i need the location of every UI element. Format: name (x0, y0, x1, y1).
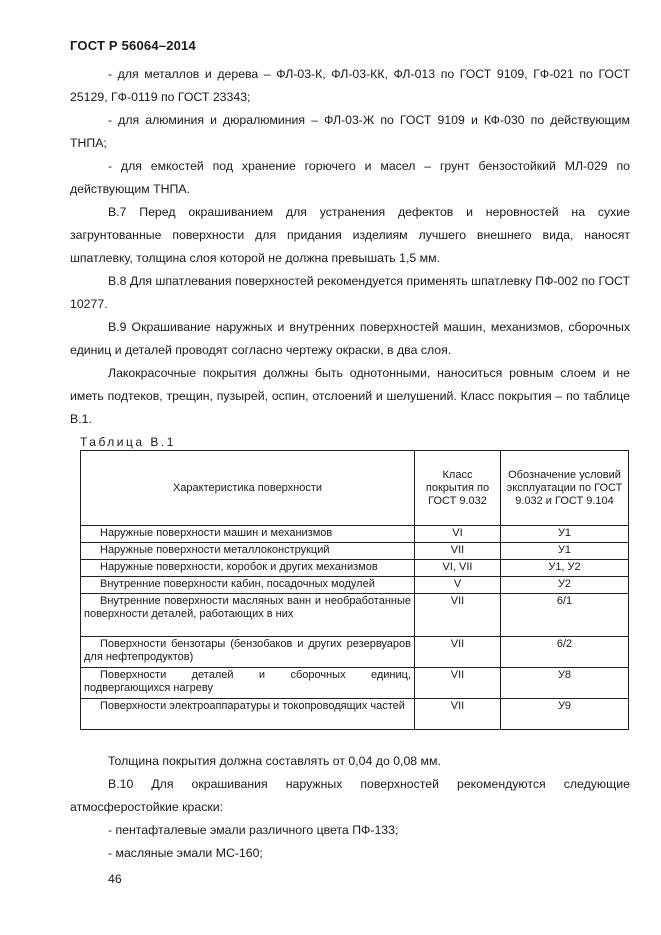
cell-class: VII (415, 594, 501, 637)
cell-conditions: У1 (501, 543, 629, 560)
cell-surface: Поверхности бензотары (бензобаков и других резервуаров для нефтепродуктов) (81, 637, 415, 668)
cell-conditions: У9 (501, 699, 629, 730)
cell-class: V (415, 577, 501, 594)
header-coating-class: Класс покрытия по ГОСТ 9.032 (415, 451, 501, 526)
header-conditions: Обозначение условий эксплуатации по ГОСТ 9.032 и ГОСТ 9.104 (501, 451, 629, 526)
cell-surface: Поверхности деталей и сборочных единиц, подвергающихся нагреву (81, 668, 415, 699)
body-text-top (70, 63, 630, 431)
body-text-bottom (70, 750, 630, 865)
cell-conditions: У1 (501, 526, 629, 543)
table-row (81, 594, 629, 637)
cell-surface: Поверхности электроаппаратуры и токопроводящих частей (81, 699, 415, 730)
paragraph: - для емкостей под хранение горючего и масел – грунт бензостойкий МЛ-029 по действующим ТНПА. (70, 159, 630, 196)
cell-class: VII (415, 668, 501, 699)
table-row (81, 668, 629, 699)
document-header: ГОСТ Р 56064–2014 (70, 38, 196, 53)
cell-surface: Внутренние поверхности кабин, посадочных модулей (81, 577, 415, 594)
table-header-row (81, 451, 629, 526)
paragraph: - пентафталевые эмали различного цвета ПФ-133; (108, 823, 399, 837)
table-row (81, 577, 629, 594)
table-row (81, 526, 629, 543)
table-row (81, 699, 629, 730)
cell-class: VI (415, 526, 501, 543)
coating-class-table (80, 450, 629, 730)
table-caption: Таблица В.1 (80, 435, 176, 449)
paragraph: Толщина покрытия должна составлять от 0,04 до 0,08 мм. (108, 754, 441, 768)
cell-conditions: У1, У2 (501, 560, 629, 577)
paragraph: В.8 Для шпатлевания поверхностей рекомендуется применять шпатлевку ПФ-002 по ГОСТ 10277. (70, 274, 630, 311)
cell-conditions: У2 (501, 577, 629, 594)
cell-class: VII (415, 637, 501, 668)
cell-class: VI, VII (415, 560, 501, 577)
cell-surface: Внутренние поверхности масляных ванн и необработанные поверхности деталей, работающих в них (81, 594, 415, 637)
cell-conditions: 6/1 (501, 594, 629, 637)
table-row (81, 560, 629, 577)
cell-class: VII (415, 699, 501, 730)
page-number: 46 (108, 872, 122, 886)
cell-conditions: 6/2 (501, 637, 629, 668)
cell-surface: Наружные поверхности машин и механизмов (81, 526, 415, 543)
paragraph: В.10 Для окрашивания наружных поверхностей рекомендуются следующие атмосферостойкие краски: (70, 777, 630, 814)
header-surface: Характеристика поверхности (81, 451, 415, 526)
paragraph: - для алюминия и дюралюминия – ФЛ-03-Ж по ГОСТ 9109 и КФ-030 по действующим ТНПА; (70, 113, 630, 150)
cell-surface: Наружные поверхности, коробок и других механизмов (81, 560, 415, 577)
table-row (81, 637, 629, 668)
cell-class: VII (415, 543, 501, 560)
table-row (81, 543, 629, 560)
paragraph: В.7 Перед окрашиванием для устранения дефектов и неровностей на сухие загрунтованные поверхности для придания изделиям лучшего внешнего вида, наносят шпатлевку, толщина слоя которой не должна превышать 1,5 мм. (70, 205, 630, 265)
cell-conditions: У8 (501, 668, 629, 699)
paragraph: - для металлов и дерева – ФЛ-03-К, ФЛ-03-КК, ФЛ-013 по ГОСТ 9109, ГФ-021 по ГОСТ 25129, ГФ-0119 по ГОСТ 23343; (70, 67, 630, 104)
cell-surface: Наружные поверхности металлоконструкций (81, 543, 415, 560)
paragraph: - масляные эмали МС-160; (108, 846, 263, 860)
paragraph: В.9 Окрашивание наружных и внутренних поверхностей машин, механизмов, сборочных единиц и деталей проводят согласно чертежу окраски, в два слоя. (70, 320, 630, 357)
paragraph: Лакокрасочные покрытия должны быть однотонными, наноситься ровным слоем и не иметь подтеков, трещин, пузырей, оспин, отслоений и шелушений. Класс покрытия – по таблице В.1. (70, 366, 630, 426)
